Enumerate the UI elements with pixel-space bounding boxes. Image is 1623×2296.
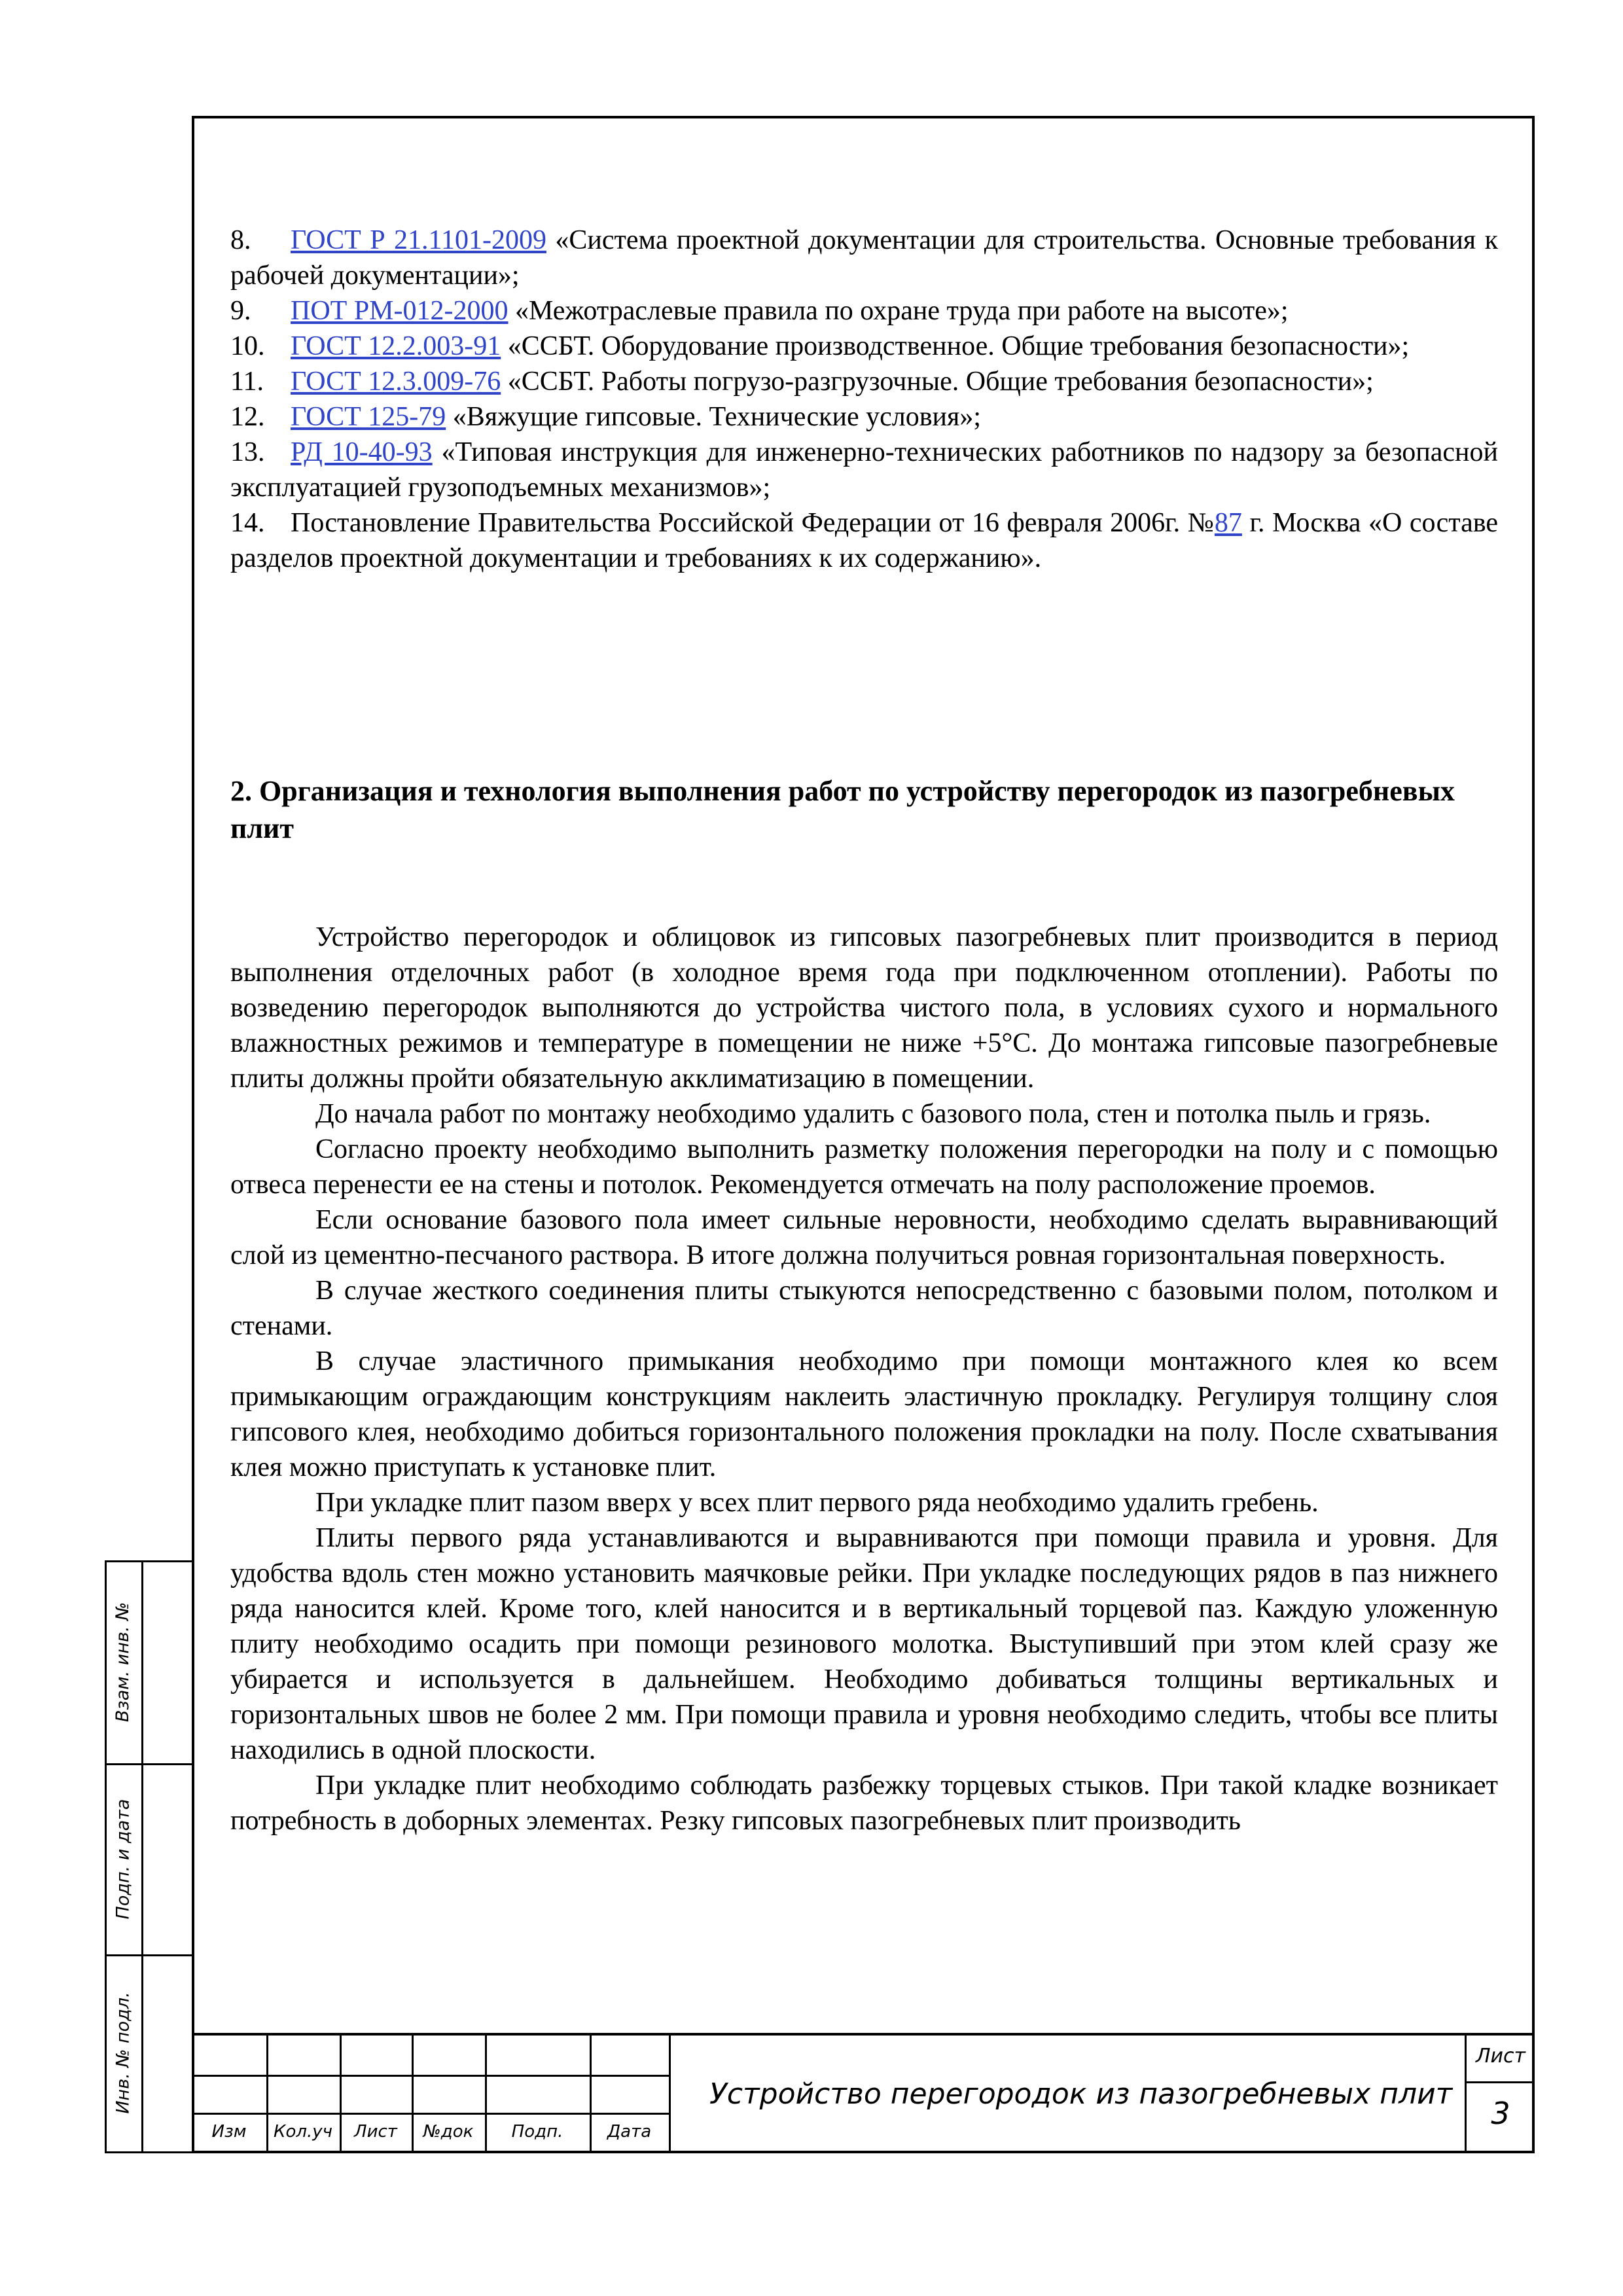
reference-number: 13. — [230, 437, 265, 467]
paragraph: Согласно проекту необходимо выполнить разметку положения перегородки на полу и с помощью отвеса перенести ее на стены и потолок. Рекомендуется отмечать на полу расположение проемов. — [230, 1134, 1498, 1200]
reference-item — [230, 223, 1498, 293]
reference-number: 12. — [230, 402, 265, 432]
reference-text: г. Москва «О составе разделов проектной документации и требованиях к их содержанию». — [230, 508, 1498, 573]
section-heading: 2. Организация и технология выполнения работ по устройству перегородок из пазогребневых плит — [230, 775, 1455, 844]
reference-link[interactable]: ГОСТ 125-79 — [291, 402, 446, 432]
inv-podl-label: Инв. № подл. — [113, 1992, 134, 2114]
reference-link[interactable]: 87 — [1214, 508, 1242, 538]
podp-data-label: Подп. и дата — [113, 1799, 134, 1919]
paragraph: В случае жесткого соединения плиты стыкуются непосредственно с базовыми полом, потолком и стенами. — [230, 1276, 1498, 1341]
paragraph: Плиты первого ряда устанавливаются и выравниваются при помощи правила и уровня. Для удобства вдоль стен можно установить маячковые рейки. При укладке последующих рядов в паз нижнего ряда наносится клей. Кроме того, клей наносится и в вертикальный торцевой паз. Каждую уложенную плиту необходимо осадить при помощи резинового молотка. Выступивший при этом клей сразу же убирается и используется в дальнейшем. Необходимо добиваться толщины вертикальных и горизонтальных швов не более 2 мм. При помощи правила и уровня необходимо следить, чтобы все плиты находились в одной плоскости. — [230, 1523, 1498, 1765]
reference-text: «Вяжущие гипсовые. Технические условия»; — [446, 402, 982, 432]
paragraph: При укладке плит необходимо соблюдать разбежку торцевых стыков. При такой кладке возникает потребность в доборных элементах. Резку гипсовых пазогребневых плит производить — [230, 1770, 1498, 1836]
caption-list: Лист — [354, 2122, 397, 2142]
sheet-number: 3 — [1491, 2096, 1510, 2131]
reference-text: «ССБТ. Оборудование производственное. Общие требования безопасности»; — [501, 331, 1410, 361]
sheet-label: Лист — [1475, 2045, 1526, 2068]
reference-number: 11. — [230, 367, 264, 397]
reference-item — [230, 364, 1498, 399]
caption-kol-uch: Кол.уч — [274, 2122, 332, 2142]
reference-link[interactable]: РД 10-40-93 — [291, 437, 433, 467]
reference-text: «ССБТ. Работы погрузо-разгрузочные. Общие требования безопасности»; — [501, 367, 1374, 397]
reference-number: 8. — [230, 225, 251, 255]
paragraph: В случае эластичного примыкания необходимо при помощи монтажного клея ко всем примыкающим ограждающим конструкциям наклеить эластичную прокладку. Регулируя толщину слоя гипсового клея, необходимо добиться горизонтального положения прокладки на полу. После схватывания клея можно приступать к установке плит. — [230, 1346, 1498, 1482]
paragraph: Если основание базового пола имеет сильные неровности, необходимо сделать выравнивающий слой из цементно-песчаного раствора. В итоге должна получиться ровная горизонтальная поверхность. — [230, 1205, 1498, 1270]
reference-item — [230, 435, 1498, 505]
paragraph: До начала работ по монтажу необходимо удалить с базового пола, стен и потолка пыль и грязь. — [315, 1099, 1431, 1129]
reference-number: 9. — [230, 296, 251, 326]
caption-izm: Изм — [211, 2122, 247, 2142]
reference-text: «Межотраслевые правила по охране труда при работе на высоте»; — [508, 296, 1289, 326]
caption-ndok: №док — [423, 2122, 474, 2142]
reference-link[interactable]: ГОСТ Р 21.1101-2009 — [291, 225, 546, 255]
reference-item — [230, 505, 1498, 576]
caption-podp: Подп. — [511, 2122, 563, 2142]
document-title: Устройство перегородок из пазогребневых плит — [709, 2077, 1453, 2111]
reference-number: 14. — [230, 508, 265, 538]
reference-item — [230, 399, 1498, 435]
reference-link[interactable]: ГОСТ 12.3.009-76 — [291, 367, 501, 397]
reference-text: «Система проектной документации для строительства. Основные требования к рабочей документации»; — [230, 225, 1498, 291]
title-block — [192, 2033, 1535, 2153]
reference-item — [230, 293, 1498, 329]
caption-data: Дата — [607, 2122, 652, 2142]
reference-item — [230, 329, 1498, 364]
paragraph: При укладке плит пазом вверх у всех плит первого ряда необходимо удалить гребень. — [315, 1488, 1319, 1518]
side-stamp — [105, 1560, 192, 2153]
reference-text: Постановление Правительства Российской Федерации от 16 февраля 2006г. № — [291, 508, 1215, 538]
vzam-inv-label: Взам. инв. № — [113, 1602, 134, 1722]
paragraph: Устройство перегородок и облицовок из гипсовых пазогребневых плит производится в период выполнения отделочных работ (в холодное время года при подключенном отоплении). Работы по возведению перегородок выполняются до устройства чистого пола, в условиях сухого и нормального влажностных режимов и температуре в помещении не ниже +5°С. До монтажа гипсовые пазогребневые плиты должны пройти обязательную акклиматизацию в помещении. — [230, 922, 1498, 1094]
reference-number: 10. — [230, 331, 265, 361]
reference-link[interactable]: ПОТ РМ-012-2000 — [291, 296, 508, 326]
reference-list — [230, 223, 1498, 576]
reference-text: «Типовая инструкция для инженерно-технических работников по надзору за безопасной эксплуатацией грузоподъемных механизмов»; — [230, 437, 1499, 503]
reference-link[interactable]: ГОСТ 12.2.003-91 — [291, 331, 501, 361]
body-text — [230, 920, 1498, 1839]
